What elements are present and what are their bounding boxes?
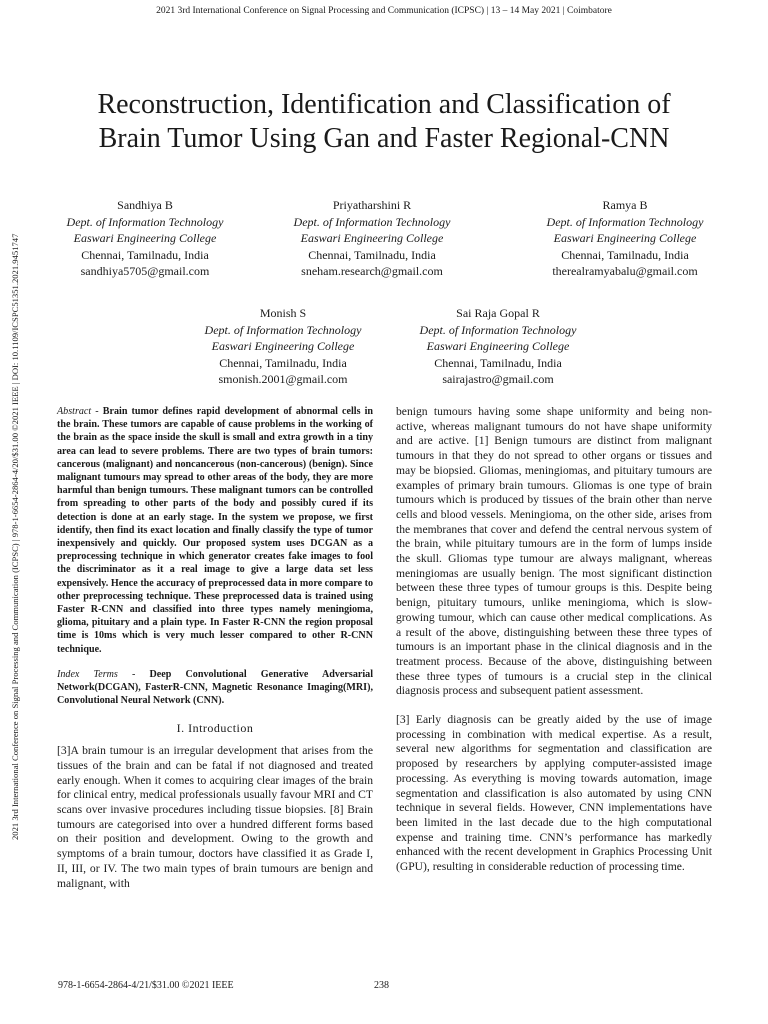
author-name: Sandhiya B xyxy=(117,198,173,212)
author-place: Chennai, Tamilnadu, India xyxy=(219,355,347,370)
author-block xyxy=(282,197,462,280)
author-email[interactable]: sandhiya5705@gmail.com xyxy=(80,264,210,278)
author-block xyxy=(193,305,373,388)
author-block xyxy=(60,197,230,280)
abstract xyxy=(57,405,373,656)
author-dept: Dept. of Information Technology xyxy=(293,214,451,229)
author-name: Monish S xyxy=(259,306,307,320)
index-terms-label: Index Terms - xyxy=(57,668,136,680)
abstract-label: Abstract - xyxy=(57,406,99,417)
doi-sidebar: 2021 3rd International Conference on Signal Processing and Communication (ICPSC) | 978-1-6654-2864-4/20/$31.00 ©2021 IEEE | DOI: 10.1109/ICSPC51351.2021.9451747 xyxy=(10,233,20,840)
author-block xyxy=(530,197,720,280)
index-terms-text: Deep Convolutional Generative Adversarial Network(DCGAN), FasterR-CNN, Magnetic Resonance Imaging(MRI), Convolutional Neural Network (CNN). xyxy=(57,668,374,707)
conference-header: 2021 3rd International Conference on Signal Processing and Communication (ICPSC) | 13 – 14 May 2021 | Coimbatore xyxy=(156,6,612,16)
author-name: Ramya B xyxy=(602,198,648,212)
paper-title xyxy=(40,88,728,156)
author-college: Easwari Engineering College xyxy=(211,339,355,353)
page-number: 238 xyxy=(374,980,389,991)
author-email[interactable]: smonish.2001@gmail.com xyxy=(218,372,348,386)
author-place: Chennai, Tamilnadu, India xyxy=(561,247,689,262)
left-column xyxy=(57,405,373,891)
right-column xyxy=(396,405,712,875)
author-email[interactable]: sairajastro@gmail.com xyxy=(442,372,554,386)
author-email[interactable]: therealramyabalu@gmail.com xyxy=(552,264,698,278)
author-place: Chennai, Tamilnadu, India xyxy=(434,355,562,370)
body-paragraph: [3] Early diagnosis can be greatly aided by the use of image processing in combination with medical expertise. As a result, several new algorithms for segmentation and classification are proposed by researchers by applying computer-assisted image processing. As everything is moving towards automation, image segmentation and classification is also automated by using CNN technique in several fields. However, CNN implementations have been limited in the last decade due to the high computational expense and training time. CNN’s performance has markedly enhanced with the recent development in Graphics Processing Unit (GPU), resulting in considerable reduction of processing time. xyxy=(396,713,712,874)
footer-copyright: 978-1-6654-2864-4/21/$31.00 ©2021 IEEE xyxy=(58,980,234,991)
author-college: Easwari Engineering College xyxy=(553,231,697,245)
author-place: Chennai, Tamilnadu, India xyxy=(81,247,209,262)
section-heading: I. Introduction xyxy=(176,721,254,736)
title-line-2: Brain Tumor Using Gan and Faster Regional-CNN xyxy=(98,123,670,154)
author-dept: Dept. of Information Technology xyxy=(419,322,577,337)
author-email[interactable]: sneham.research@gmail.com xyxy=(301,264,443,278)
author-dept: Dept. of Information Technology xyxy=(66,214,224,229)
author-college: Easwari Engineering College xyxy=(300,231,444,245)
author-place: Chennai, Tamilnadu, India xyxy=(308,247,436,262)
title-line-1: Reconstruction, Identification and Classification of xyxy=(97,89,671,120)
author-college: Easwari Engineering College xyxy=(426,339,570,353)
author-college: Easwari Engineering College xyxy=(73,231,217,245)
author-dept: Dept. of Information Technology xyxy=(204,322,362,337)
author-name: Sai Raja Gopal R xyxy=(456,306,540,320)
abstract-text: Brain tumor defines rapid development of abnormal cells in the brain. These tumors are capable of cause problems in the working of the brain as the space inside the skull is small and extra growth in a tiny area can lead to severe problems. There are two types of brain tumors: cancerous (malignant) and noncancerous (non-cancerous) (benign). Since malignant tumours may spread to other areas of the body, they are more harmful than benign tumours. These malignant tumors can be controlled from spreading to other parts of the body and possibly cured if its detection is done at an early stage. In the system we propose, we first identify, then find its exact location and finally classify the type of tumor inexpensively and quickly. Our proposed system uses DCGAN as a preprocessing technique in which generator creates fake images to fool the discriminator as it a real image to give a large data set less expensively. Hence the accuracy of preprocessed data in more compare to other preprocessing technique. These preprocessed data is trained using Faster R-CNN and classified into three types namely meningioma, glioma, pituitary and a plain type. In Faster R-CNN the region proposal time is 10ms which is very much lesser compared to other R-CNN technique. xyxy=(57,406,374,655)
author-block xyxy=(408,305,588,388)
author-name: Priyatharshini R xyxy=(332,198,412,212)
intro-paragraph: [3]A brain tumour is an irregular development that arises from the tissues of the brain and can be fatal if not diagnosed and treated early enough. When it comes to acquiring clear images of the brain for clinical entry, medical professionals usually favour MRI and CT scans over invasive procedures including tissue biopsies. [8] Brain tumours are categorised into over a hundred different forms based on their position and development. Owing to the growth and symptoms of a brain tumour, doctors have classified it as Grade I, II, III, or IV. The two main types of brain tumours are benign and malignant, with xyxy=(57,744,373,890)
author-dept: Dept. of Information Technology xyxy=(546,214,704,229)
body-paragraph: benign tumours having some shape uniformity and being non-active, whereas malignant tumours do not have shape uniformity and are active. [1] Benign tumours are distinct from malignant tumours in that they do not spread to other organs or tissues and may be biopsied. Gliomas, meningiomas, and pituitary tumours are examples of primary brain tumours. Gliomas is one type of brain tumours which is produced by tissues of the brain other than nerve cells and blood vessels. Meningioma, on the other side, arises from the membranes that cover and defend the central nervous system of the brain, while pituitary tumours are in the form of lumps inside the skull. Gliomas type tumour are always malignant, whereas meningiomas are usually benign. The most significant distinction between these three types of tumour groups is this. Despite being benign, pituitary tumours, unlike meningioma, which is slow-growing tumour, which can cause other medical complications. As a result of the above, distinguishing between these three types of tumours is an important phase in the clinical diagnosis and in the treatment process. Because of the above, distinguishing between these three types of tumours is a crucial step in the clinical diagnosis process and subsequent patient assessment. xyxy=(396,405,712,698)
index-terms xyxy=(57,668,373,708)
